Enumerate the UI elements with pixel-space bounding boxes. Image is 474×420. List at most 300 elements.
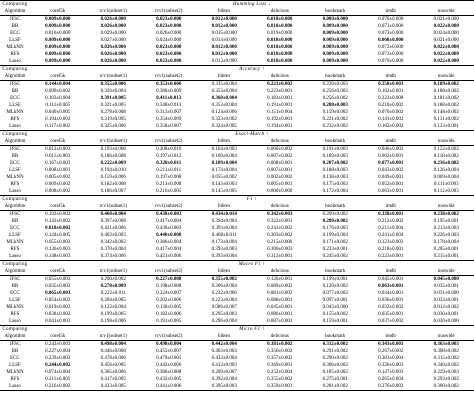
table-cell: 0.197±0.008 [156,175,182,180]
table-cell: 0.185±0.002 [322,370,348,375]
table-cell: 0.009±0.000 [322,31,348,36]
table-cell: 0.295±0.003 [211,312,237,317]
table-cell: 0.117±0.002 [45,124,71,129]
table-cell: 0.216±0.005 [156,189,182,194]
column-header: delicious [252,268,308,276]
corner-label-algorithm: Algorithm [0,73,30,81]
table-cell: 0.365±0.006 [100,370,126,375]
table-cell: 0.369±0.001 [267,363,293,368]
table-cell: 0.363±0.003 [433,342,459,347]
table-cell: 0.236±0.002 [433,161,459,166]
table-cell: 0.408±0.011 [211,233,237,238]
algorithm-name: LLSF [9,233,21,238]
table-cell: 0.215±0.006 [267,240,293,245]
table-cell: 0.009±0.000 [45,45,71,50]
table-cell: 0.046±0.002 [378,147,404,152]
algorithm-name: BR [11,284,19,289]
column-header: bibtex [197,73,253,81]
table-cell: 0.086±0.007 [211,305,237,310]
table-cell: 0.012±0.003 [45,147,71,152]
algorithm-name: ECC [10,96,20,101]
table-cell: 0.144±0.005 [45,233,71,238]
column-header-row [0,138,474,146]
table-cell: 0.159±0.001 [322,319,348,324]
table-cell: 0.133±0.001 [433,124,459,129]
table-cell: 0.194±0.010 [100,168,126,173]
table-cell: 0.438±0.003 [156,212,182,217]
table-cell: 0.032±0.002 [378,305,404,310]
table-cell: 0.183±0.001 [267,96,293,101]
column-header: bibtex [197,203,253,211]
table-cell: 0.111±0.005 [45,103,71,108]
algorithm-name: RFS [10,117,20,122]
table-row [0,218,474,225]
column-header: rcv1(subset2) [141,333,197,341]
table-row [0,146,474,154]
table-cell: 0.238±0.002 [433,212,459,217]
column-header: nuswide [419,8,474,16]
table-cell: 0.260±0.002 [100,277,126,282]
metric-title: Accuracy ↑ [30,66,474,74]
table-row [0,16,474,24]
table-cell: 0.325±0.006 [100,124,126,129]
column-header: nuswide [419,73,474,81]
table-row [0,88,474,95]
table-cell: 0.191±0.003 [322,147,348,152]
metric-title: Exact-Match ↑ [30,131,474,139]
table-cell: 0.222±0.008 [378,96,404,101]
column-header-row [0,333,474,341]
table-cell: 0.122±0.002 [433,147,459,152]
table-row [0,181,474,188]
section-title-row [0,66,474,74]
table-cell: 0.212±0.002 [378,219,404,224]
corner-label-algorithm: Algorithm [0,8,30,16]
table-cell: 0.022±0.000 [433,52,459,57]
table-cell: 0.076±0.002 [378,110,404,115]
table-cell: 0.393±0.004 [211,226,237,231]
algorithm-name: ECC [10,161,20,166]
table-row [0,102,474,109]
column-header: imdb [363,8,419,16]
table-cell: 0.118±0.002 [433,154,459,159]
table-cell: 0.218±0.003 [378,247,404,252]
table-cell: 0.296±0.004 [211,319,237,324]
table-cell: 0.022±0.000 [433,45,459,50]
table-cell: 0.199±0.005 [100,312,126,317]
table-cell: 0.188±0.002 [433,103,459,108]
table-cell: 0.009±0.002 [45,182,71,187]
table-cell: 0.077±0.002 [322,291,348,296]
column-header: nuswide [419,268,474,276]
table-cell: 0.019±0.002 [45,305,71,310]
table-cell: 0.123±0.003 [378,240,404,245]
table-cell: 0.023±0.000 [156,59,182,64]
table-cell: 0.241±0.004 [378,233,404,238]
table-cell: 0.232±0.006 [211,291,237,296]
corner-label-comparing: Comparing [0,131,30,139]
table-cell: 0.353±0.006 [156,82,182,87]
table-cell: 0.087±0.001 [267,319,293,324]
table-cell: 0.355±0.002 [211,277,237,282]
column-header: imdb [363,138,419,146]
table-cell: 0.049±0.003 [378,175,404,180]
table-row [0,232,474,239]
algorithm-name: Lasso [9,254,21,259]
table-cell: 0.191±0.001 [267,103,293,108]
table-cell: 0.174±0.004 [211,168,237,173]
table-row [0,362,474,369]
metric-title: Micro F1 ↑ [30,326,474,334]
algorithm-name: Lasso [9,189,21,194]
table-cell: 0.008±0.001 [45,168,71,173]
table-cell: 0.175±0.003 [322,182,348,187]
table-cell: 0.073±0.000 [378,31,404,36]
table-cell: 0.103±0.004 [45,96,71,101]
table-row [0,239,474,246]
table-cell: 0.207±0.002 [322,161,348,166]
table-cell: 0.011±0.003 [45,154,71,159]
column-header: delicious [252,138,308,146]
table-cell: 0.009±0.000 [45,38,71,43]
column-header: nuswide [419,203,474,211]
table-row [0,160,474,167]
column-header: bookmark [308,203,364,211]
table-cell: 0.353±0.004 [211,103,237,108]
metric-title: F1 ↑ [30,196,474,204]
corner-label-algorithm: Algorithm [0,138,30,146]
table-cell: 0.326±0.004 [100,89,126,94]
table-row [0,290,474,297]
algorithm-name: Lasso [9,319,21,324]
table-cell: 0.024±0.000 [156,38,182,43]
table-cell: 0.072±0.000 [378,45,404,50]
table-cell: 0.088±0.001 [267,298,293,303]
table-cell: 0.045±0.000 [433,277,459,282]
table-cell: 0.348±0.013 [156,103,182,108]
table-cell: 0.081±0.002 [267,291,293,296]
table-cell: 0.005±0.001 [267,182,293,187]
column-header: bookmark [308,73,364,81]
table-cell: 0.498±0.004 [100,342,126,347]
table-cell: 0.026±0.000 [100,24,126,29]
table-cell: 0.018±0.002 [45,226,71,231]
algorithm-name: JFSC [9,342,21,347]
table-cell: 0.026±0.000 [100,45,126,50]
table-cell: 0.014±0.000 [211,38,237,43]
table-row [0,81,474,89]
table-cell: 0.086±0.001 [267,312,293,317]
table-cell: 0.097±0.001 [322,298,348,303]
table-cell: 0.068±0.000 [378,38,404,43]
table-cell: 0.005±0.002 [45,175,71,180]
table-cell: 0.433±0.004 [211,356,237,361]
table-cell: 0.306±0.003 [267,247,293,252]
table-cell: 0.354±0.009 [156,117,182,122]
metric-title: Hamming Loss ↓ [30,1,474,9]
table-cell: 0.032±0.001 [433,298,459,303]
algorithm-name: MLkNN [6,370,24,375]
table-cell: 0.062±0.001 [378,154,404,159]
algorithm-name: BR [11,154,19,159]
table-cell: 0.138±0.003 [322,175,348,180]
column-header: bookmark [308,138,364,146]
algorithm-name: ECC [10,226,20,231]
table-cell: 0.193±0.006 [100,147,126,152]
table-cell: 0.010±0.000 [45,31,71,36]
table-cell: 0.321±0.005 [100,103,126,108]
column-header: rcv1(subset1) [86,138,142,146]
column-header: corel5k [30,8,86,16]
table-cell: 0.192±0.002 [45,212,71,217]
table-cell: 0.009±0.000 [45,24,71,29]
table-cell: 0.223±0.004 [211,298,237,303]
table-cell: 0.386±0.004 [156,240,182,245]
table-cell: 0.159±0.002 [322,110,348,115]
table-row [0,369,474,376]
table-cell: 0.381±0.002 [267,342,293,347]
table-row [0,311,474,318]
column-header: nuswide [419,333,474,341]
column-header: bibtex [197,8,253,16]
table-cell: 0.227±0.004 [45,349,71,354]
column-header: rcv1(subset1) [86,268,142,276]
algorithm-name: JFSC [9,147,21,152]
table-cell: 0.221±0.002 [322,117,348,122]
column-header: delicious [252,8,308,16]
section-title-row [0,261,474,269]
table-cell: 0.370±0.004 [100,247,126,252]
column-header: rcv1(subset1) [86,333,142,341]
table-cell: 0.038±0.002 [45,312,71,317]
table-cell: 0.290±0.002 [322,356,348,361]
table-cell: 0.182±0.008 [100,182,126,187]
table-cell: 0.074±0.004 [45,370,71,375]
table-cell: 0.211±0.011 [156,168,182,173]
table-cell: 0.009±0.000 [322,45,348,50]
table-cell: 0.197±0.012 [156,154,182,159]
table-row [0,188,474,196]
table-cell: 0.394±0.004 [211,219,237,224]
table-cell: 0.199±0.004 [322,233,348,238]
table-cell: 0.191±0.005 [156,319,182,324]
table-cell: 0.159±0.006 [100,175,126,180]
table-cell: 0.498±0.004 [156,342,182,347]
table-cell: 0.002±0.002 [267,175,293,180]
table-cell: 0.267±0.002 [378,349,404,354]
table-cell: 0.071±0.000 [378,24,404,29]
table-cell: 0.417±0.005 [100,377,126,382]
table-cell: 0.182±0.002 [378,124,404,129]
table-cell: 0.040±0.005 [45,110,71,115]
table-row [0,37,474,44]
table-cell: 0.252±0.004 [267,370,293,375]
table-row [0,58,474,66]
table-cell: 0.386±0.008 [156,370,182,375]
corner-label-comparing: Comparing [0,261,30,269]
table-cell: 0.145±0.005 [211,189,237,194]
column-header: rcv1(subset2) [141,8,197,16]
table-cell: 0.069±0.004 [433,175,459,180]
table-cell: 0.186±0.008 [100,154,126,159]
algorithm-name: BR [11,219,19,224]
corner-label-comparing: Comparing [0,326,30,334]
table-cell: 0.202±0.006 [156,298,182,303]
algorithm-name: RFS [10,312,20,317]
table-cell: 0.131±0.002 [433,117,459,122]
table-cell: 0.392±0.004 [211,377,237,382]
table-cell: 0.239±0.003 [45,356,71,361]
table-cell: 0.342±0.002 [100,240,126,245]
column-header: imdb [363,73,419,81]
table-row [0,276,474,284]
table-cell: 0.342±0.003 [267,212,293,217]
algorithm-name: MLkNN [6,45,24,50]
table-cell: 0.208±0.010 [156,147,182,152]
algorithm-name: MLkNN [6,240,24,245]
algorithm-name: BR [11,89,19,94]
column-header: imdb [363,268,419,276]
table-cell: 0.009±0.000 [45,52,71,57]
algorithm-name: RFS [10,247,20,252]
table-cell: 0.312±0.001 [267,254,293,259]
table-row [0,109,474,116]
table-cell: 0.243±0.003 [45,342,71,347]
table-cell: 0.162±0.001 [378,89,404,94]
table-cell: 0.380±0.009 [156,89,182,94]
table-cell: 0.291±0.002 [322,349,348,354]
column-header: delicious [252,203,308,211]
corner-label-comparing: Comparing [0,66,30,74]
section-title-row [0,131,474,139]
table-cell: 0.006±0.002 [267,147,293,152]
table-cell: 0.178±0.004 [433,240,459,245]
table-cell: 0.421±0.006 [100,226,126,231]
table-cell: 0.189±0.003 [322,154,348,159]
table-row [0,116,474,123]
table-cell: 0.070±0.000 [378,59,404,64]
algorithm-name: LLSF [9,103,21,108]
table-cell: 0.440±0.008 [156,233,182,238]
table-row [0,44,474,51]
table-row [0,51,474,58]
corner-label-comparing: Comparing [0,196,30,204]
table-cell: 0.035±0.003 [45,284,71,289]
table-cell: 0.022±0.000 [433,59,459,64]
algorithm-name: LLSF [9,38,21,43]
table-cell: 0.012±0.000 [211,24,237,29]
table-cell: 0.328±0.011 [156,161,182,166]
table-cell: 0.021±0.000 [433,38,459,43]
table-cell: 0.391±0.005 [100,96,126,101]
table-cell: 0.142±0.002 [45,219,71,224]
table-cell: 0.359±0.001 [252,383,308,391]
table-cell: 0.432±0.005 [156,377,182,382]
table-cell: 0.124±0.006 [211,110,237,115]
table-cell: 0.122±0.004 [100,305,126,310]
table-cell: 0.421±0.006 [156,254,182,259]
table-cell: 0.009±0.000 [322,24,348,29]
table-row [0,123,474,131]
table-cell: 0.026±0.000 [100,17,126,22]
table-cell: 0.055±0.003 [45,277,71,282]
table-cell: 0.018±0.000 [267,17,293,22]
column-header: rcv1(subset2) [141,138,197,146]
column-header: rcv1(subset2) [141,203,197,211]
table-cell: 0.245±0.002 [322,254,348,259]
algorithm-name: MLkNN [6,305,24,310]
table-cell: 0.018±0.000 [267,24,293,29]
table-cell: 0.189±0.002 [433,82,459,87]
table-cell: 0.434±0.014 [211,212,237,217]
corner-label-algorithm: Algorithm [0,333,30,341]
column-header: bookmark [308,333,364,341]
table-cell: 0.205±0.001 [433,247,459,252]
table-cell: 0.148±0.002 [433,110,459,115]
table-cell: 0.063±0.001 [378,284,404,289]
table-cell: 0.188±0.002 [433,89,459,94]
column-header: imdb [363,333,419,341]
algorithm-name: ECC [10,356,20,361]
table-cell: 0.455±0.007 [156,349,182,354]
algorithm-name: ECC [10,31,20,36]
table-cell: 0.176±0.003 [322,226,348,231]
table-cell: 0.441±0.006 [141,383,197,391]
table-cell: 0.030±0.000 [433,319,459,324]
table-row [0,95,474,102]
column-header-row [0,73,474,81]
table-cell: 0.167±0.003 [45,161,71,166]
algorithm-name: Lasso [9,59,21,64]
table-cell: 0.256±0.002 [322,96,348,101]
table-cell: 0.244±0.002 [45,363,71,368]
table-cell: 0.155±0.002 [322,312,348,317]
table-cell: 0.026±0.000 [100,59,126,64]
table-cell: 0.360±0.004 [211,96,237,101]
table-cell: 0.343±0.003 [378,342,404,347]
table-cell: 0.256±0.003 [322,89,348,94]
table-cell: 0.211±0.004 [378,226,404,231]
column-header: imdb [363,203,419,211]
table-cell: 0.007±0.002 [267,154,293,159]
table-cell: 0.206±0.004 [211,284,237,289]
table-cell: 0.186±0.007 [100,189,126,194]
column-header: rcv1(subset1) [86,73,142,81]
table-cell: 0.018±0.000 [267,59,293,64]
table-cell: 0.008±0.001 [267,161,293,166]
table-cell: 0.036±0.001 [378,298,404,303]
table-cell: 0.099±0.002 [45,89,71,94]
table-cell: 0.024±0.000 [433,31,459,36]
table-cell: 0.031±0.000 [433,291,459,296]
table-cell: 0.357±0.002 [267,356,293,361]
table-cell: 0.222±0.011 [100,291,126,296]
table-cell: 0.417±0.004 [156,247,182,252]
table-cell: 0.026±0.000 [100,52,126,57]
section-title-row [0,326,474,334]
column-header: bibtex [197,333,253,341]
table-cell: 0.229±0.003 [433,370,459,375]
table-cell: 0.356±0.002 [267,349,293,354]
table-cell: 0.055±0.002 [211,175,237,180]
algorithm-name: MLkNN [6,175,24,180]
table-cell: 0.199±0.001 [322,277,348,282]
table-cell: 0.141±0.002 [378,117,404,122]
table-cell: 0.012±0.000 [211,45,237,50]
table-cell: 0.250±0.003 [378,82,404,87]
table-cell: 0.303±0.002 [267,233,293,238]
table-cell: 0.335±0.004 [211,82,237,87]
